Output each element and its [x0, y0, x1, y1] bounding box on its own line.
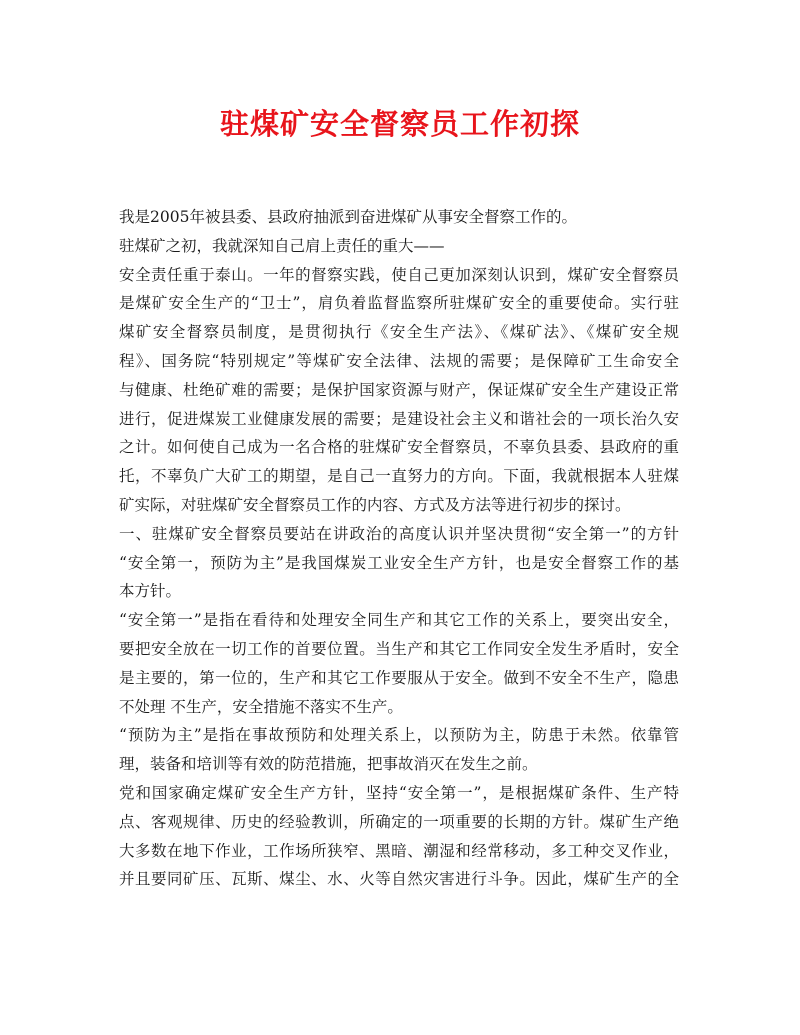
body-text-line: 驻煤矿之初，我就深知自己肩上责任的重大—— [119, 236, 445, 255]
body-text-line: “安全第一”是指在看待和处理安全同生产和其它工作的关系上，要突出安全， [119, 611, 679, 630]
body-text-line: 程》、国务院“特别规定”等煤矿安全法律、法规的需要；是保障矿工生命安全 [119, 351, 679, 370]
body-text-line: 我是2005年被县委、县政府抽派到奋进煤矿从事安全督察工作的。 [119, 208, 577, 226]
body-text-line: 并且要同矿压、瓦斯、煤尘、水、火等自然灾害进行斗争。因此，煤矿生产的全 [119, 870, 679, 889]
body-text-line: 矿实际，对驻煤矿安全督察员工作的内容、方式及方法等进行初步的探讨。 [119, 495, 631, 514]
body-text-line: 要把安全放在一切工作的首要位置。当生产和其它工作同安全发生矛盾时，安全 [119, 639, 679, 658]
body-text-line: 本方针。 [119, 582, 182, 601]
body-text-line: 与健康、杜绝矿难的需要；是保护国家资源与财产，保证煤矿安全生产建设正常 [119, 380, 679, 399]
body-text-line: “预防为主”是指在事故预防和处理关系上，以预防为主，防患于未然。依靠管 [119, 726, 679, 745]
body-text-line: 一、驻煤矿安全督察员要站在讲政治的高度认识并坚决贯彻“安全第一”的方针 [119, 524, 679, 543]
document-title: 驻煤矿安全督察员工作初探 [219, 107, 580, 141]
body-text-line: 党和国家确定煤矿安全生产方针，坚持“安全第一”，是根据煤矿条件、生产特 [119, 783, 679, 802]
body-text-line: 安全责任重于泰山。一年的督察实践，使自己更加深刻认识到，煤矿安全督察员 [119, 265, 679, 284]
body-text-line: 托，不辜负广大矿工的期望，是自己一直努力的方向。下面，我就根据本人驻煤 [119, 467, 679, 486]
body-text-line: 是煤矿安全生产的“卫士”，肩负着监督监察所驻煤矿安全的重要使命。实行驻 [119, 294, 679, 313]
body-text-line: 点、客观规律、历史的经验教训，所确定的一项重要的长期的方针。煤矿生产绝 [119, 812, 679, 831]
body-text-line: 是主要的，第一位的，生产和其它工作要服从于安全。做到不安全不生产，隐患 [119, 668, 679, 687]
body-text-line: 进行，促进煤炭工业健康发展的需要；是建设社会主义和谐社会的一项长治久安 [119, 409, 679, 428]
body-text-line: 大多数在地下作业，工作场所狭窄、黑暗、潮湿和经常移动，多工种交叉作业， [119, 841, 679, 860]
body-text-line: 煤矿安全督察员制度，是贯彻执行《安全生产法》、《煤矿法》、《煤矿安全规 [119, 323, 679, 342]
document-body [119, 203, 679, 894]
body-text-line: 之计。如何使自己成为一名合格的驻煤矿安全督察员，不辜负县委、县政府的重 [119, 438, 679, 457]
body-text-line: 理，装备和培训等有效的防范措施，把事故消灭在发生之前。 [119, 755, 538, 774]
body-text-line: “安全第一，预防为主”是我国煤炭工业安全生产方针，也是安全督察工作的基 [119, 553, 679, 572]
body-text-line: 不处理 不生产，安全措施不落实不生产。 [119, 697, 403, 716]
